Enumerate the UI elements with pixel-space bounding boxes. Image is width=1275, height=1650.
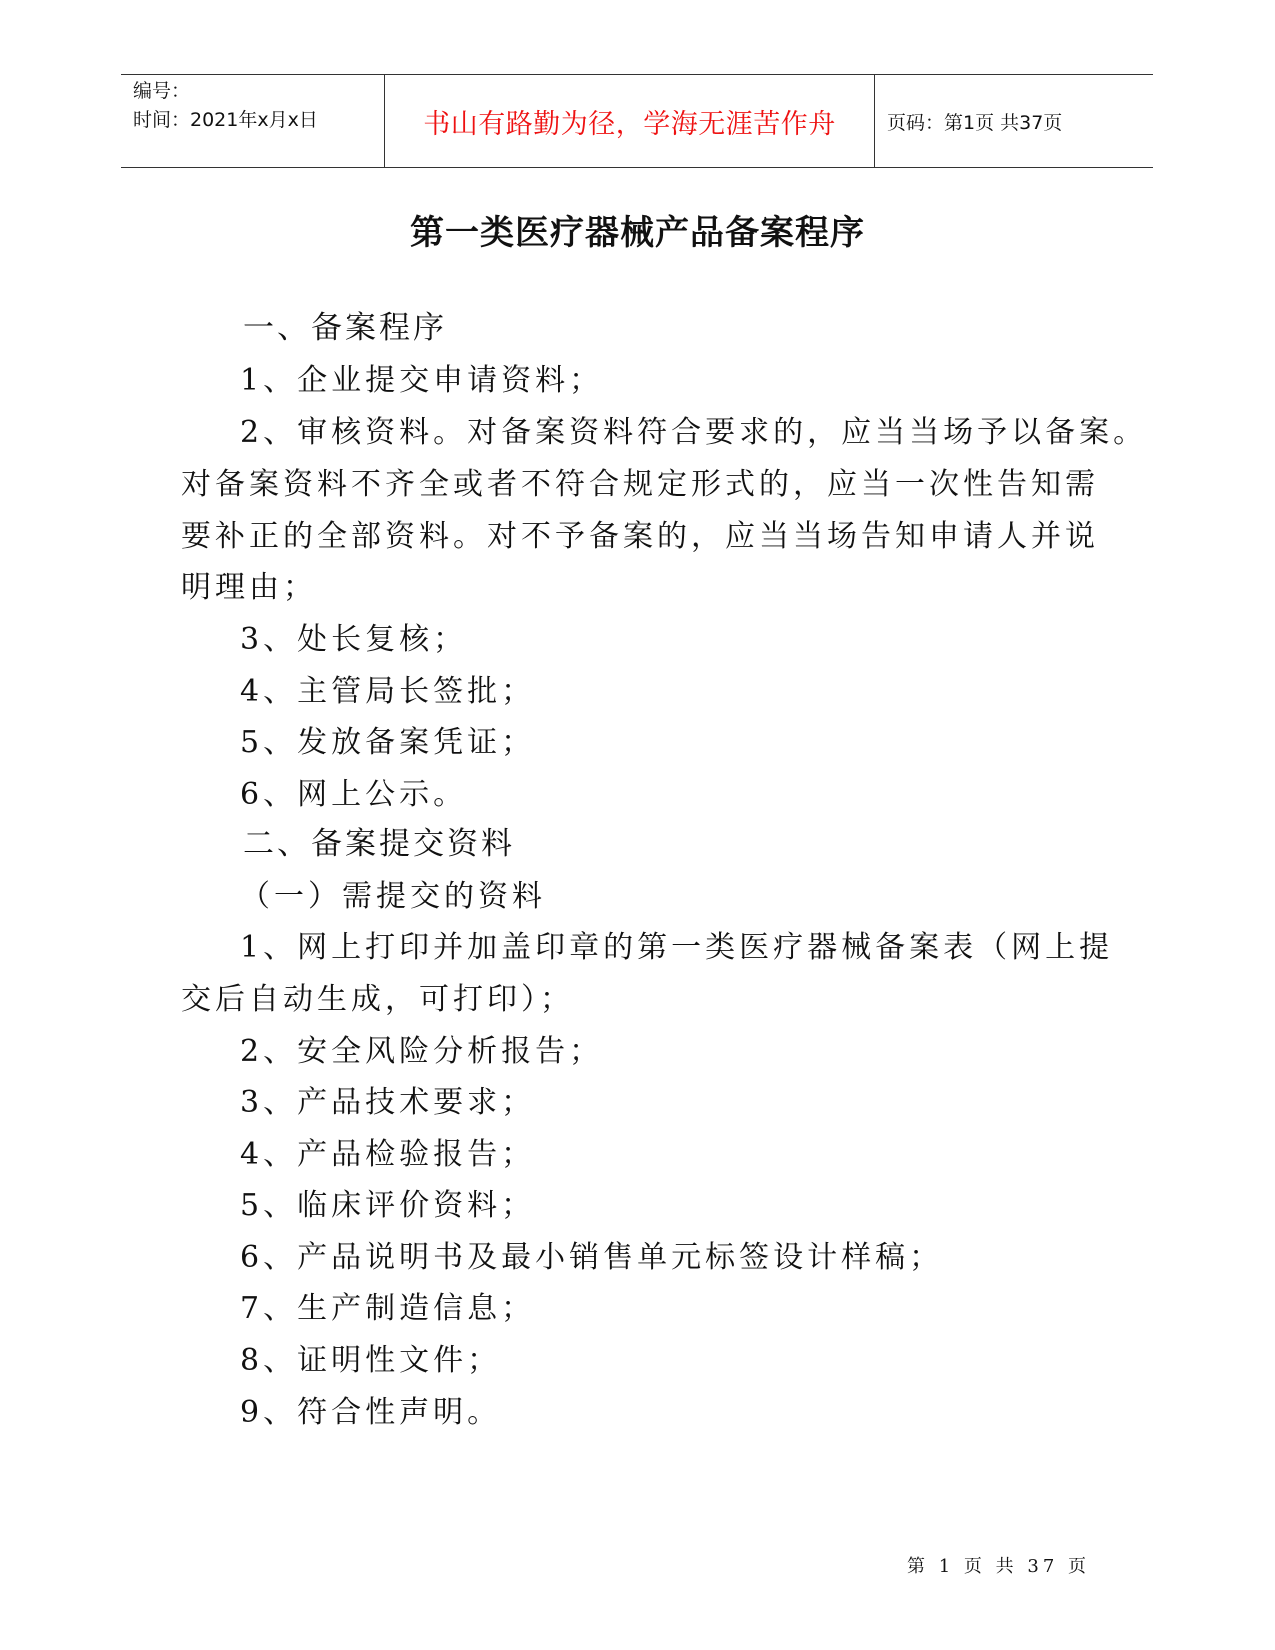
body-line: 2、安全风险分析报告； bbox=[240, 1034, 604, 1069]
section-heading-1: 一、备案程序 bbox=[243, 310, 447, 346]
body-line: 6、产品说明书及最小销售单元标签设计样稿； bbox=[240, 1240, 944, 1275]
body-line: 5、发放备案凭证； bbox=[240, 725, 536, 760]
body-line: 明理由； bbox=[181, 570, 317, 605]
body-line: 4、产品检验报告； bbox=[240, 1137, 536, 1172]
page-footer: 第 1 页 共 37 页 bbox=[907, 1556, 1090, 1577]
body-line: 8、证明性文件； bbox=[240, 1343, 502, 1378]
body-line: 对备案资料不齐全或者不符合规定形式的，应当一次性告知需 bbox=[181, 467, 1099, 502]
section-heading-2: 二、备案提交资料 bbox=[243, 826, 515, 862]
header-table bbox=[121, 74, 1153, 168]
body-line: 5、临床评价资料； bbox=[240, 1188, 536, 1223]
body-line: 1、网上打印并加盖印章的第一类医疗器械备案表（网上提 bbox=[240, 930, 1114, 965]
document-title: 第一类医疗器械产品备案程序 bbox=[410, 213, 865, 253]
body-line: （一）需提交的资料 bbox=[240, 879, 546, 914]
header-meta-cell bbox=[121, 75, 385, 167]
body-line: 6、网上公示。 bbox=[240, 777, 468, 812]
serial-label: 编号： bbox=[133, 80, 191, 102]
header-page-cell bbox=[875, 75, 1153, 167]
body-line: 3、产品技术要求； bbox=[240, 1085, 536, 1120]
body-line: 交后自动生成，可打印）； bbox=[181, 982, 574, 1017]
date-label: 时间：2021年x月x日 bbox=[133, 109, 318, 131]
page-info: 页码：第1页 共37页 bbox=[887, 111, 1063, 134]
header-motto-cell bbox=[385, 75, 875, 167]
motto-text: 书山有路勤为径，学海无涯苦作舟 bbox=[423, 108, 836, 140]
body-line: 4、主管局长签批； bbox=[240, 674, 536, 709]
body-line: 2、审核资料。对备案资料符合要求的，应当当场予以备案。 bbox=[240, 415, 1148, 450]
body-line: 3、处长复核； bbox=[240, 622, 468, 657]
body-line: 要补正的全部资料。对不予备案的，应当当场告知申请人并说 bbox=[181, 519, 1099, 554]
body-line: 7、生产制造信息； bbox=[240, 1291, 536, 1326]
body-line: 1、企业提交申请资料； bbox=[240, 363, 604, 398]
body-line: 9、符合性声明。 bbox=[240, 1395, 502, 1430]
